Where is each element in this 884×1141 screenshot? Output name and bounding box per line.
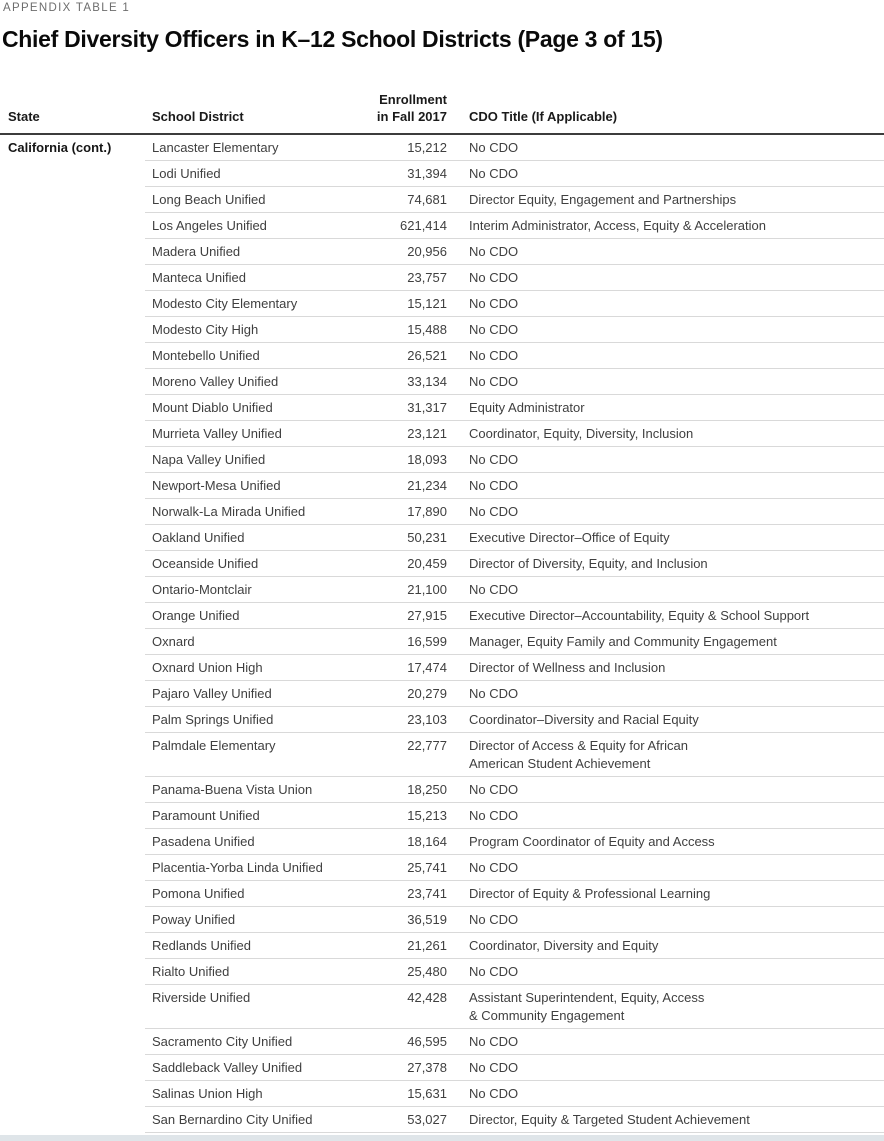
cdo-title-cell <box>447 451 884 469</box>
district-cell: Lancaster Elementary <box>152 140 279 155</box>
cdo-title-cell <box>447 529 884 547</box>
state-cell <box>0 243 152 261</box>
state-cell <box>0 269 152 287</box>
state-cell <box>0 781 152 799</box>
state-cell: California (cont.) <box>8 140 112 155</box>
district-cell: Oxnard <box>152 634 195 649</box>
district-cell: Montebello Unified <box>152 348 260 363</box>
table-row <box>0 603 884 629</box>
state-cell <box>0 165 152 183</box>
table-row <box>0 1055 884 1081</box>
cdo-title-line: No CDO <box>469 452 519 467</box>
column-header-enrollment-line2: in Fall 2017 <box>376 109 447 124</box>
cdo-title-cell <box>447 139 884 157</box>
state-cell <box>0 295 152 313</box>
enrollment-cell: 46,595 <box>407 1034 447 1049</box>
district-cell: Modesto City Elementary <box>152 296 298 311</box>
state-cell <box>0 711 152 729</box>
enrollment-cell: 33,134 <box>407 374 447 389</box>
state-cell <box>0 963 152 981</box>
table-row <box>0 777 884 803</box>
cdo-title-cell <box>447 1059 884 1077</box>
cdo-title-line: No CDO <box>469 582 519 597</box>
table-header-block <box>0 0 884 135</box>
district-cell: Long Beach Unified <box>152 192 266 207</box>
state-cell <box>0 859 152 877</box>
district-cell: Riverside Unified <box>152 990 251 1005</box>
enrollment-cell: 20,956 <box>407 244 447 259</box>
state-cell <box>0 321 152 339</box>
table-row <box>0 1029 884 1055</box>
enrollment-cell: 23,103 <box>407 712 447 727</box>
cdo-title-cell <box>447 989 884 1025</box>
enrollment-cell: 23,757 <box>407 270 447 285</box>
enrollment-cell: 31,394 <box>407 166 447 181</box>
cdo-title-line: Director, Equity & Targeted Student Achievement <box>469 1112 750 1127</box>
cdo-title-line: Equity Administrator <box>469 400 585 415</box>
district-cell: Los Angeles Unified <box>152 218 267 233</box>
district-cell: Oxnard Union High <box>152 660 263 675</box>
district-cell: Murrieta Valley Unified <box>152 426 282 441</box>
table-row <box>0 1081 884 1107</box>
cdo-title-cell <box>447 295 884 313</box>
cdo-title-cell <box>447 685 884 703</box>
page-title: Chief Diversity Officers in K–12 School Districts (Page 3 of 15) <box>2 26 663 52</box>
state-cell <box>0 217 152 235</box>
enrollment-cell: 18,164 <box>407 834 447 849</box>
district-cell: Mount Diablo Unified <box>152 400 273 415</box>
table-row <box>0 707 884 733</box>
district-cell: Modesto City High <box>152 322 259 337</box>
district-cell: Oakland Unified <box>152 530 245 545</box>
enrollment-cell: 15,121 <box>407 296 447 311</box>
state-cell <box>0 833 152 851</box>
state-cell <box>0 989 152 1025</box>
enrollment-cell: 15,213 <box>407 808 447 823</box>
state-cell <box>0 347 152 365</box>
enrollment-cell: 15,488 <box>407 322 447 337</box>
state-cell <box>0 373 152 391</box>
district-cell: Orange Unified <box>152 608 240 623</box>
cdo-title-cell <box>447 581 884 599</box>
enrollment-cell: 36,519 <box>407 912 447 927</box>
enrollment-cell: 18,093 <box>407 452 447 467</box>
cdo-title-cell <box>447 477 884 495</box>
state-cell <box>0 191 152 209</box>
enrollment-cell: 21,100 <box>407 582 447 597</box>
cdo-title-cell <box>447 1111 884 1129</box>
district-cell: Paramount Unified <box>152 808 260 823</box>
cdo-title-line: No CDO <box>469 140 519 155</box>
enrollment-cell: 21,261 <box>407 938 447 953</box>
column-header-enrollment <box>362 91 447 125</box>
table-row <box>0 317 884 343</box>
enrollment-cell: 15,212 <box>407 140 447 155</box>
state-cell <box>0 477 152 495</box>
cdo-title-line: Coordinator–Diversity and Racial Equity <box>469 712 699 727</box>
table-row <box>0 655 884 681</box>
state-cell <box>0 555 152 573</box>
district-cell: San Bernardino City Unified <box>152 1112 313 1127</box>
column-header-district: School District <box>152 109 244 124</box>
cdo-title-cell <box>447 659 884 677</box>
enrollment-cell: 25,741 <box>407 860 447 875</box>
cdo-title-line: Director of Wellness and Inclusion <box>469 660 666 675</box>
cdo-title-line: Manager, Equity Family and Community Engagement <box>469 634 777 649</box>
table-row <box>0 985 884 1029</box>
cdo-title-line: No CDO <box>469 1086 519 1101</box>
enrollment-cell: 53,027 <box>407 1112 447 1127</box>
cdo-title-cell <box>447 833 884 851</box>
state-cell <box>0 807 152 825</box>
district-cell: Pomona Unified <box>152 886 245 901</box>
state-cell <box>0 399 152 417</box>
district-cell: Newport-Mesa Unified <box>152 478 281 493</box>
cdo-title-line: No CDO <box>469 860 519 875</box>
district-cell: Rialto Unified <box>152 964 230 979</box>
cdo-title-cell <box>447 1085 884 1103</box>
district-cell: Salinas Union High <box>152 1086 263 1101</box>
enrollment-cell: 22,777 <box>407 738 447 753</box>
district-cell: Pajaro Valley Unified <box>152 686 272 701</box>
cdo-title-cell <box>447 607 884 625</box>
table-body <box>0 135 884 1133</box>
cdo-title-line: No CDO <box>469 686 519 701</box>
enrollment-cell: 31,317 <box>407 400 447 415</box>
column-header-cdo-title: CDO Title (If Applicable) <box>469 109 618 124</box>
district-cell: Palmdale Elementary <box>152 738 276 753</box>
cdo-title-cell <box>447 373 884 391</box>
district-cell: Ontario-Montclair <box>152 582 252 597</box>
cdo-title-line: No CDO <box>469 166 519 181</box>
cdo-title-cell <box>447 711 884 729</box>
district-cell: Pasadena Unified <box>152 834 255 849</box>
cdo-title-cell <box>447 885 884 903</box>
table-row <box>0 369 884 395</box>
enrollment-cell: 20,279 <box>407 686 447 701</box>
state-cell <box>0 737 152 773</box>
district-cell: Oceanside Unified <box>152 556 259 571</box>
appendix-label: APPENDIX TABLE 1 <box>3 2 131 14</box>
cdo-title-line: No CDO <box>469 296 519 311</box>
district-cell: Poway Unified <box>152 912 236 927</box>
table-row <box>0 907 884 933</box>
table-row <box>0 265 884 291</box>
cdo-title-line: No CDO <box>469 374 519 389</box>
column-headers <box>0 91 884 125</box>
column-header-enrollment-line1: Enrollment <box>379 92 447 107</box>
district-cell: Redlands Unified <box>152 938 252 953</box>
table-row <box>0 135 884 161</box>
table-row <box>0 629 884 655</box>
table-row <box>0 829 884 855</box>
cdo-title-line: Director of Access & Equity for African <box>469 738 688 753</box>
cdo-title-cell <box>447 425 884 443</box>
column-header-state: State <box>8 109 40 124</box>
table-row <box>0 959 884 985</box>
cdo-title-line: Director of Diversity, Equity, and Inclusion <box>469 556 708 571</box>
enrollment-cell: 27,915 <box>407 608 447 623</box>
cdo-title-cell <box>447 399 884 417</box>
cdo-title-cell <box>447 217 884 235</box>
enrollment-cell: 15,631 <box>407 1086 447 1101</box>
table-row <box>0 933 884 959</box>
state-cell <box>0 1033 152 1051</box>
cdo-title-cell <box>447 963 884 981</box>
table-row <box>0 551 884 577</box>
cdo-title-line: No CDO <box>469 912 519 927</box>
state-cell <box>0 1111 152 1129</box>
enrollment-cell: 25,480 <box>407 964 447 979</box>
state-cell <box>0 503 152 521</box>
cdo-title-cell <box>447 781 884 799</box>
cdo-title-line: Coordinator, Diversity and Equity <box>469 938 659 953</box>
cdo-title-line: No CDO <box>469 322 519 337</box>
district-cell: Palm Springs Unified <box>152 712 274 727</box>
cdo-title-line: No CDO <box>469 504 519 519</box>
table-row <box>0 473 884 499</box>
enrollment-cell: 16,599 <box>407 634 447 649</box>
district-cell: Saddleback Valley Unified <box>152 1060 303 1075</box>
table-row <box>0 343 884 369</box>
state-cell <box>0 937 152 955</box>
district-cell: Panama-Buena Vista Union <box>152 782 313 797</box>
enrollment-cell: 26,521 <box>407 348 447 363</box>
cdo-title-line: No CDO <box>469 1060 519 1075</box>
cdo-title-line: No CDO <box>469 348 519 363</box>
cdo-title-cell <box>447 937 884 955</box>
enrollment-cell: 74,681 <box>407 192 447 207</box>
table-row <box>0 577 884 603</box>
cdo-title-cell <box>447 737 884 773</box>
table-row <box>0 161 884 187</box>
enrollment-cell: 27,378 <box>407 1060 447 1075</box>
cdo-title-cell <box>447 1033 884 1051</box>
district-cell: Napa Valley Unified <box>152 452 266 467</box>
state-cell <box>0 607 152 625</box>
cdo-title-cell <box>447 503 884 521</box>
cdo-title-cell <box>447 807 884 825</box>
enrollment-cell: 17,890 <box>407 504 447 519</box>
enrollment-cell: 50,231 <box>407 530 447 545</box>
table-row <box>0 1107 884 1133</box>
district-cell: Manteca Unified <box>152 270 246 285</box>
enrollment-cell: 23,741 <box>407 886 447 901</box>
state-cell <box>0 1085 152 1103</box>
cdo-title-line: Executive Director–Accountability, Equity & School Support <box>469 608 810 623</box>
cdo-title-line: No CDO <box>469 270 519 285</box>
district-cell: Lodi Unified <box>152 166 221 181</box>
table-row <box>0 855 884 881</box>
table-row <box>0 733 884 777</box>
cdo-title-line: American Student Achievement <box>469 756 651 771</box>
table-row <box>0 187 884 213</box>
state-cell <box>0 911 152 929</box>
cdo-title-line: No CDO <box>469 964 519 979</box>
table-row <box>0 525 884 551</box>
cdo-title-line: No CDO <box>469 1034 519 1049</box>
cdo-title-line: No CDO <box>469 478 519 493</box>
district-cell: Placentia-Yorba Linda Unified <box>152 860 323 875</box>
cdo-title-line: Assistant Superintendent, Equity, Access <box>469 990 705 1005</box>
cdo-title-line: Executive Director–Office of Equity <box>469 530 670 545</box>
state-cell <box>0 581 152 599</box>
page-bottom-band <box>0 1135 884 1141</box>
cdo-title-cell <box>447 555 884 573</box>
table-row <box>0 239 884 265</box>
cdo-title-cell <box>447 269 884 287</box>
cdo-title-line: No CDO <box>469 244 519 259</box>
enrollment-cell: 23,121 <box>407 426 447 441</box>
enrollment-cell: 42,428 <box>407 990 447 1005</box>
table-row <box>0 395 884 421</box>
table-row <box>0 499 884 525</box>
cdo-title-line: Interim Administrator, Access, Equity & Acceleration <box>469 218 766 233</box>
state-cell <box>0 451 152 469</box>
cdo-title-line: Program Coordinator of Equity and Access <box>469 834 715 849</box>
district-cell: Moreno Valley Unified <box>152 374 279 389</box>
cdo-title-line: No CDO <box>469 782 519 797</box>
enrollment-cell: 18,250 <box>407 782 447 797</box>
table-row <box>0 291 884 317</box>
state-cell <box>0 633 152 651</box>
table-row <box>0 803 884 829</box>
state-cell <box>0 885 152 903</box>
cdo-title-cell <box>447 347 884 365</box>
state-cell <box>0 425 152 443</box>
table-row <box>0 881 884 907</box>
cdo-title-cell <box>447 911 884 929</box>
table-row <box>0 447 884 473</box>
cdo-title-cell <box>447 243 884 261</box>
district-cell: Norwalk-La Mirada Unified <box>152 504 306 519</box>
enrollment-cell: 21,234 <box>407 478 447 493</box>
cdo-title-line: Director of Equity & Professional Learning <box>469 886 711 901</box>
cdo-title-cell <box>447 859 884 877</box>
state-cell <box>0 1059 152 1077</box>
table-row <box>0 421 884 447</box>
cdo-title-line: No CDO <box>469 808 519 823</box>
district-cell: Madera Unified <box>152 244 241 259</box>
cdo-title-cell <box>447 633 884 651</box>
state-cell <box>0 685 152 703</box>
state-cell <box>0 529 152 547</box>
enrollment-cell: 20,459 <box>407 556 447 571</box>
table-row <box>0 681 884 707</box>
enrollment-cell: 621,414 <box>400 218 447 233</box>
cdo-title-cell <box>447 191 884 209</box>
cdo-title-line: & Community Engagement <box>469 1008 625 1023</box>
state-cell <box>0 659 152 677</box>
cdo-title-cell <box>447 165 884 183</box>
cdo-title-line: Coordinator, Equity, Diversity, Inclusion <box>469 426 694 441</box>
enrollment-cell: 17,474 <box>407 660 447 675</box>
cdo-title-line: Director Equity, Engagement and Partnerships <box>469 192 737 207</box>
district-cell: Sacramento City Unified <box>152 1034 293 1049</box>
table-row <box>0 213 884 239</box>
cdo-title-cell <box>447 321 884 339</box>
